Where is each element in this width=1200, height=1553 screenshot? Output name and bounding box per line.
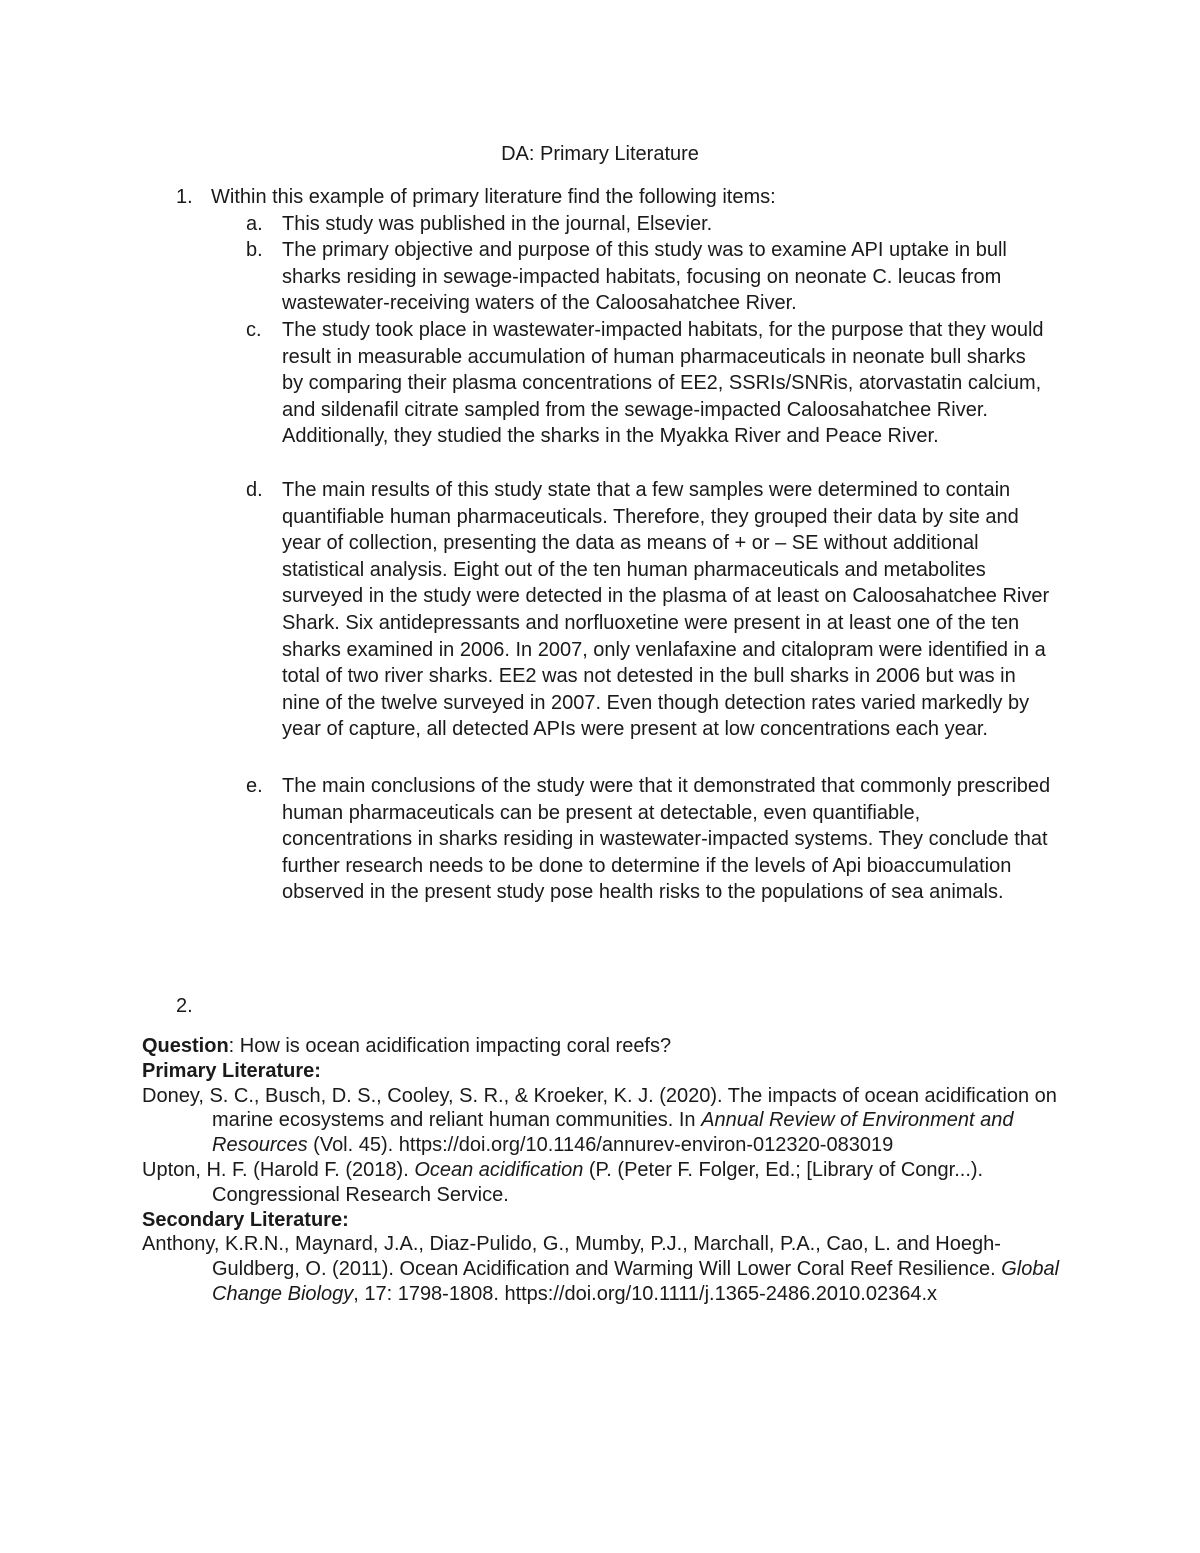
- list-item-2: 2.: [176, 995, 193, 1017]
- reference-entry: [142, 1158, 1072, 1208]
- reference-text: Anthony, K.R.N., Maynard, J.A., Diaz-Pulido, G., Mumby, P.J., Marchall, P.A., Cao, L. and Hoegh-Guldberg, O. (2011). Ocean Acidification and Warming Will Lower Coral Reef Resilience.: [142, 1233, 1002, 1281]
- sub-item-text: The main conclusions of the study were that it demonstrated that commonly prescribed human pharmaceuticals can be present at detectable, even quantifiable, concentrations in sharks residing in wastewater-impacted systems. They conclude that further research needs to be done to determine if the levels of Api bioaccumulation observed in the present study pose health risks to the populations of sea animals.: [282, 775, 1051, 904]
- reference-text: (Vol. 45). https://doi.org/10.1146/annurev-environ-012320-083019: [307, 1134, 894, 1157]
- sub-item-a: [246, 211, 1026, 238]
- reference-source-title: Global Change Biology: [212, 1258, 1060, 1305]
- sub-item-letter: b.: [246, 239, 263, 262]
- sub-item-letter: c.: [246, 319, 262, 341]
- references-section: [142, 1034, 1072, 1307]
- reference-text: Upton, H. F. (Harold F. (2018).: [142, 1158, 415, 1181]
- question-line: [142, 1034, 1072, 1059]
- primary-literature-heading: [142, 1059, 1072, 1084]
- reference-source-title: Ocean acidification: [414, 1158, 584, 1181]
- primary-heading-text: Primary Literature:: [142, 1059, 321, 1082]
- sub-item-text: This study was published in the journal, Elsevier.: [282, 212, 713, 235]
- reference-entry: [142, 1084, 1072, 1158]
- sub-item-text: The study took place in wastewater-impacted habitats, for the purpose that they would result in measurable accumulation of human pharmaceuticals in neonate bull sharks by comparing their plasma concentrations of EE2, SSRIs/SNRis, atorvastatin calcium, and sildenafil citrate sampled from the sewage-impacted Caloosahatchee River. Additionally, they studied the sharks in the Myakka River and Peace River.: [282, 319, 1044, 448]
- list-number: 1.: [176, 186, 193, 208]
- sub-item-letter: a.: [246, 212, 263, 235]
- sub-item-text: The primary objective and purpose of this study was to examine API uptake in bull sharks residing in sewage-impacted habitats, focusing on neonate C. leucas from wastewater-receiving waters of the Caloosahatchee River.: [282, 239, 1007, 315]
- reference-text: (P. (Peter F. Folger, Ed.; [Library of Congr...). Congressional Research Service.: [212, 1158, 984, 1206]
- sub-item-e: [246, 773, 1051, 906]
- question-label: Question: [142, 1035, 229, 1057]
- sub-item-letter: d.: [246, 479, 263, 501]
- sub-item-text: The main results of this study state that a few samples were determined to contain quantifiable human pharmaceuticals. Therefore, they grouped their data by site and year of collection, presenting the data as means of + or – SE without additional statistical analysis. Eight out of the ten human pharmaceuticals and metabolites surveyed in the study were detected in the plasma of at least on Caloosahatchee River Shark. Six antidepressants and norfluoxetine were present in at least one of the ten sharks examined in 2006. In 2007, only venlafaxine and citalopram were identified in a total of two river sharks. EE2 was not detested in the bull sharks in 2006 but was in nine of the twelve surveyed in 2007. Even though detection rates varied markedly by year of capture, all detected APIs were present at low concentrations each year.: [282, 479, 1050, 741]
- sub-item-letter: e.: [246, 775, 263, 797]
- sub-item-b: [246, 237, 1026, 317]
- reference-text: Doney, S. C., Busch, D. S., Cooley, S. R., & Kroeker, K. J. (2020). The impacts of ocean acidification on marine ecosystems and reliant human communities. In: [142, 1084, 1057, 1132]
- sub-item-c: [246, 317, 1044, 450]
- reference-source-title: Annual Review of Environment and Resources: [212, 1109, 1014, 1157]
- reference-entry: [142, 1232, 1072, 1306]
- question-text: How is ocean acidification impacting coral reefs?: [239, 1035, 672, 1057]
- reference-text: , 17: 1798-1808. https://doi.org/10.1111/j.1365-2486.2010.02364.x: [353, 1282, 938, 1305]
- question-separator: :: [228, 1035, 240, 1057]
- secondary-literature-heading: [142, 1208, 1072, 1233]
- sub-item-d: [246, 477, 1050, 743]
- secondary-heading-text: Secondary Literature:: [142, 1208, 349, 1231]
- page-title: DA: Primary Literature: [501, 143, 699, 165]
- list-item-text: Within this example of primary literature find the following items:: [211, 186, 776, 208]
